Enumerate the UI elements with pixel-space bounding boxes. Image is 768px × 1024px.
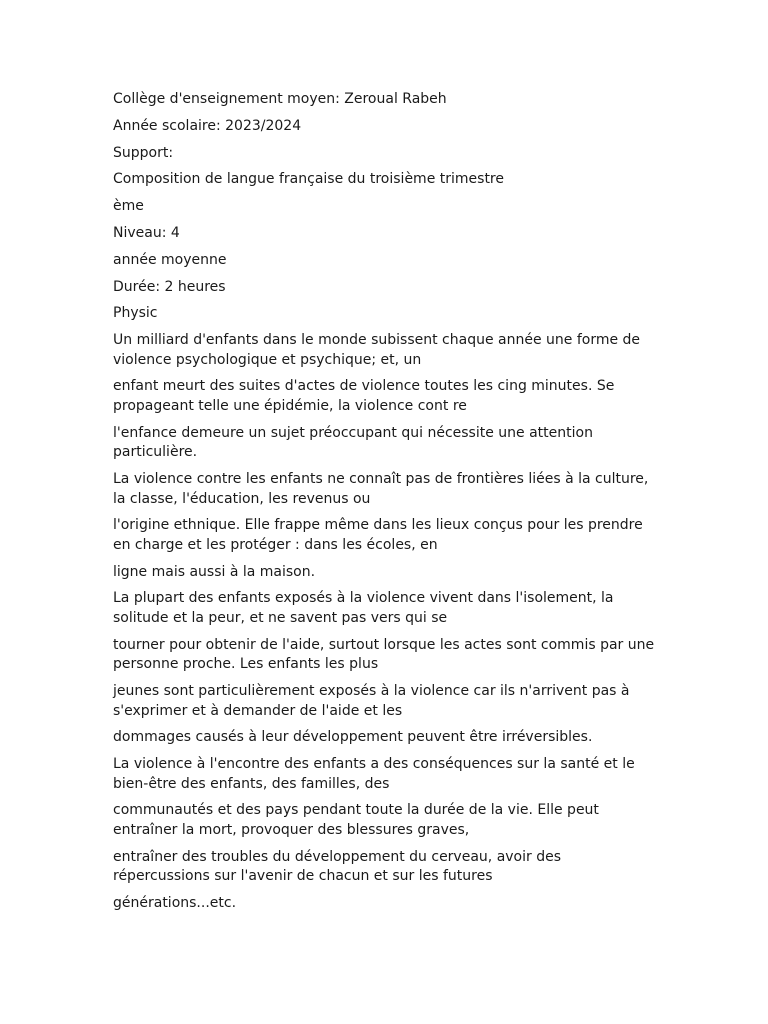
text-paragraph: tourner pour obtenir de l'aide, surtout lorsque les actes sont commis par une personne proche. Les enfants les plus bbox=[113, 636, 655, 673]
text-paragraph: jeunes sont particulièrement exposés à la violence car ils n'arrivent pas à s'exprimer et à demander de l'aide et les bbox=[113, 683, 630, 719]
text-paragraph: entraîner des troubles du développement du cerveau, avoir des répercussions sur l'avenir de chacun et sur les futures bbox=[113, 848, 562, 885]
document-body bbox=[113, 90, 658, 921]
text-paragraph: La plupart des enfants exposés à la violence vivent dans l'isolement, la solitude et la peur, et ne savent pas vers qui se bbox=[113, 590, 614, 626]
text-paragraph: enfant meurt des suites d'actes de violence toutes les cing minutes. Se propageant telle une épidémie, la violence cont re bbox=[113, 378, 615, 414]
physic-line: Physic bbox=[113, 305, 158, 322]
text-paragraph: ligne mais aussi à la maison. bbox=[113, 563, 316, 580]
level-line: Niveau: 4 bbox=[113, 224, 180, 241]
text-paragraph: Un milliard d'enfants dans le monde subissent chaque année une forme de violence psychologique et psychique; et, un bbox=[113, 332, 641, 368]
text-paragraph: La violence à l'encontre des enfants a des conséquences sur la santé et le bien-être des enfants, des familles, des bbox=[113, 756, 635, 792]
school-name-line: Collège d'enseignement moyen: Zeroual Rabeh bbox=[113, 91, 447, 107]
text-paragraph: l'enfance demeure un sujet préoccupant qui nécessite une attention particulière. bbox=[113, 424, 593, 461]
school-year-line: Année scolaire: 2023/2024 bbox=[113, 117, 302, 134]
duration-line: Durée: 2 heures bbox=[113, 278, 226, 295]
exam-title-line: Composition de langue française du troisième trimestre bbox=[113, 171, 504, 188]
text-paragraph: communautés et des pays pendant toute la durée de la vie. Elle peut entraîner la mort, provoquer des blessures graves, bbox=[113, 802, 599, 838]
text-paragraph: La violence contre les enfants ne connaît pas de frontières liées à la culture, la classe, l'éducation, les revenus ou bbox=[113, 471, 649, 507]
support-line: Support: bbox=[113, 144, 174, 161]
ordinal-suffix-line: ème bbox=[113, 198, 144, 215]
text-paragraph: générations...etc. bbox=[113, 895, 237, 912]
text-paragraph: l'origine ethnique. Elle frappe même dans les lieux conçus pour les prendre en charge et les protéger : dans les écoles, en bbox=[113, 517, 643, 553]
text-paragraph: dommages causés à leur développement peuvent être irréversibles. bbox=[113, 729, 593, 746]
level-year-line: année moyenne bbox=[113, 251, 227, 268]
